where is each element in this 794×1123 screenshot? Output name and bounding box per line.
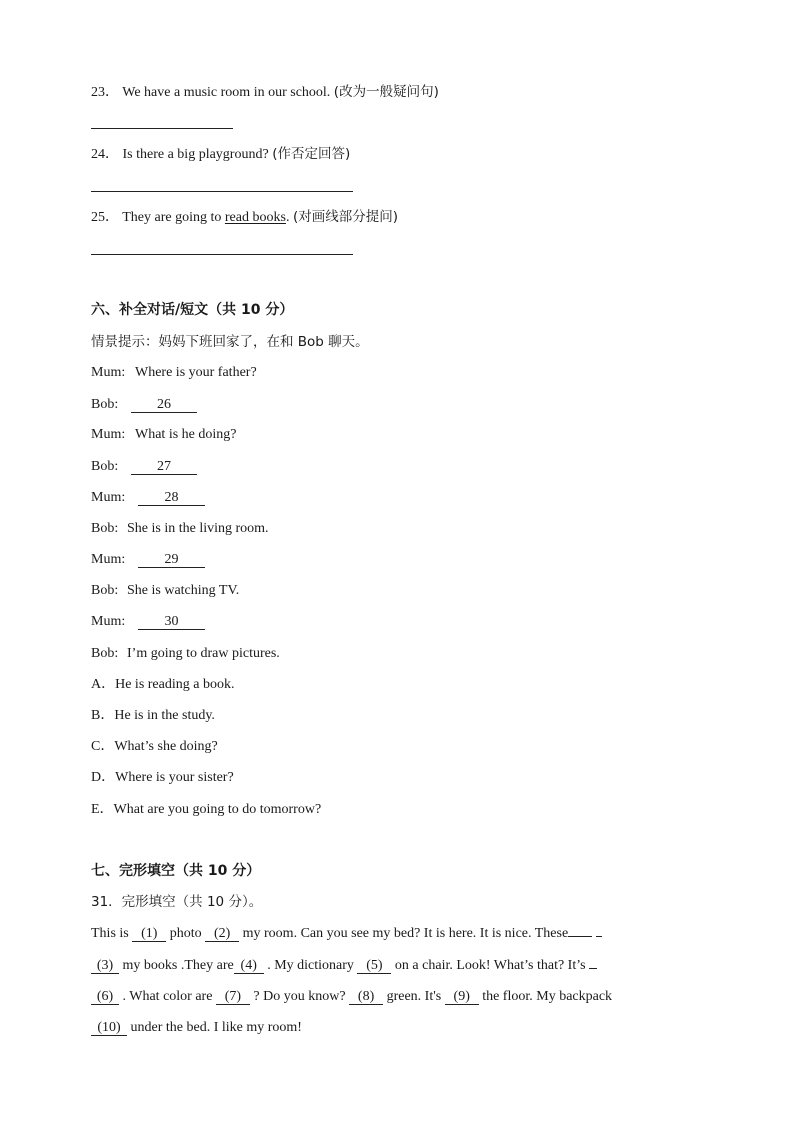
question-instruction: (作否定回答) <box>272 146 351 162</box>
section-7-title: 七、完形填空（共 10 分） <box>91 863 261 879</box>
speaker: Bob: <box>91 646 119 661</box>
answer-blank-28[interactable]: 28 <box>138 490 205 506</box>
question-24 <box>91 145 350 164</box>
dialogue-text: What is he doing? <box>135 427 237 442</box>
cloze-blank-8[interactable]: (8) <box>349 989 383 1005</box>
speaker: Mum: <box>91 614 126 629</box>
answer-blank-29[interactable]: 29 <box>138 552 205 568</box>
option-d: D．Where is your sister? <box>91 770 234 785</box>
answer-blank-26[interactable]: 26 <box>131 397 197 413</box>
cloze-blank-3[interactable]: (3) <box>91 958 119 974</box>
answer-blank-27[interactable]: 27 <box>131 459 197 475</box>
question-instruction: (对画线部分提问) <box>292 209 398 225</box>
speaker: Bob: <box>91 521 119 536</box>
answer-line-23[interactable] <box>91 128 233 129</box>
dialogue-text: She is watching TV. <box>127 583 240 598</box>
dialogue-line <box>91 551 205 569</box>
scenario-hint: 情景提示：妈妈下班回家了，在和 Bob 聊天。 <box>91 334 369 350</box>
cloze-blank-7[interactable]: (7) <box>216 989 250 1005</box>
cloze-blank-4[interactable]: (4) <box>234 958 264 974</box>
answer-line-24[interactable] <box>91 191 353 192</box>
dialogue-line <box>91 582 239 600</box>
cloze-blank-1[interactable]: (1) <box>132 926 166 942</box>
passage-line-3: (6) . What color are (7) ? Do you know? (8) green. It's (9) the floor. My backpack <box>91 988 612 1006</box>
option-c: C．What’s she doing? <box>91 739 218 754</box>
dialogue-line <box>91 645 280 663</box>
dialogue-line <box>91 520 269 538</box>
question-text: We have a music room in our school. <box>122 85 331 100</box>
cloze-blank-9[interactable]: (9) <box>445 989 479 1005</box>
question-instruction: (改为一般疑问句) <box>333 84 439 100</box>
dialogue-line <box>91 458 197 476</box>
cloze-blank-2[interactable]: (2) <box>205 926 239 942</box>
dialogue-line <box>91 613 205 631</box>
answer-line-25[interactable] <box>91 254 353 255</box>
question-31-title: 31．完形填空（共 10 分）。 <box>91 894 263 910</box>
option-e: E．What are you going to do tomorrow? <box>91 802 322 817</box>
dialogue-line <box>91 426 236 444</box>
passage-line-2: (3) my books .They are (4) . My dictionary (5) on a chair. Look! What’s that? It’s <box>91 957 597 975</box>
speaker: Mum: <box>91 365 126 380</box>
question-number: 25． <box>91 210 119 225</box>
underlined-phrase: read books <box>224 210 286 225</box>
question-text: They are going to <box>122 210 225 225</box>
speaker: Bob: <box>91 583 119 598</box>
question-23 <box>91 83 439 102</box>
answer-blank-30[interactable]: 30 <box>138 614 205 630</box>
option-b: B．He is in the study. <box>91 708 215 723</box>
question-25: 25． They are going to read books. (对画线部分提问) <box>91 209 398 225</box>
dialogue-line <box>91 489 205 507</box>
option-a: A．He is reading a book. <box>91 677 235 692</box>
cloze-blank-10[interactable]: (10) <box>91 1020 127 1036</box>
speaker: Mum: <box>91 427 126 442</box>
dialogue-text: She is in the living room. <box>127 521 269 536</box>
speaker: Bob: <box>91 397 119 412</box>
cloze-blank-6[interactable]: (6) <box>91 989 119 1005</box>
question-number: 23． <box>91 85 119 100</box>
question-text: Is there a big playground? <box>122 147 269 162</box>
dialogue-text: I’m going to draw pictures. <box>127 646 280 661</box>
cloze-blank-5[interactable]: (5) <box>357 958 391 974</box>
section-6-title: 六、补全对话/短文（共 10 分） <box>91 302 294 318</box>
speaker: Bob: <box>91 459 119 474</box>
cloze-blank-6-start[interactable] <box>589 968 597 969</box>
passage-line-4: (10) under the bed. I like my room! <box>91 1019 302 1037</box>
speaker: Mum: <box>91 490 126 505</box>
question-number: 24． <box>91 147 119 162</box>
cloze-blank-3-continued[interactable] <box>596 936 602 937</box>
dialogue-line <box>91 396 197 414</box>
passage-line-1: This is (1) photo (2) my room. Can you see my bed? It is here. It is nice. These <box>91 925 602 943</box>
cloze-blank-3-start[interactable] <box>568 936 592 937</box>
dialogue-text: Where is your father? <box>135 365 257 380</box>
speaker: Mum: <box>91 552 126 567</box>
dialogue-line <box>91 364 257 382</box>
